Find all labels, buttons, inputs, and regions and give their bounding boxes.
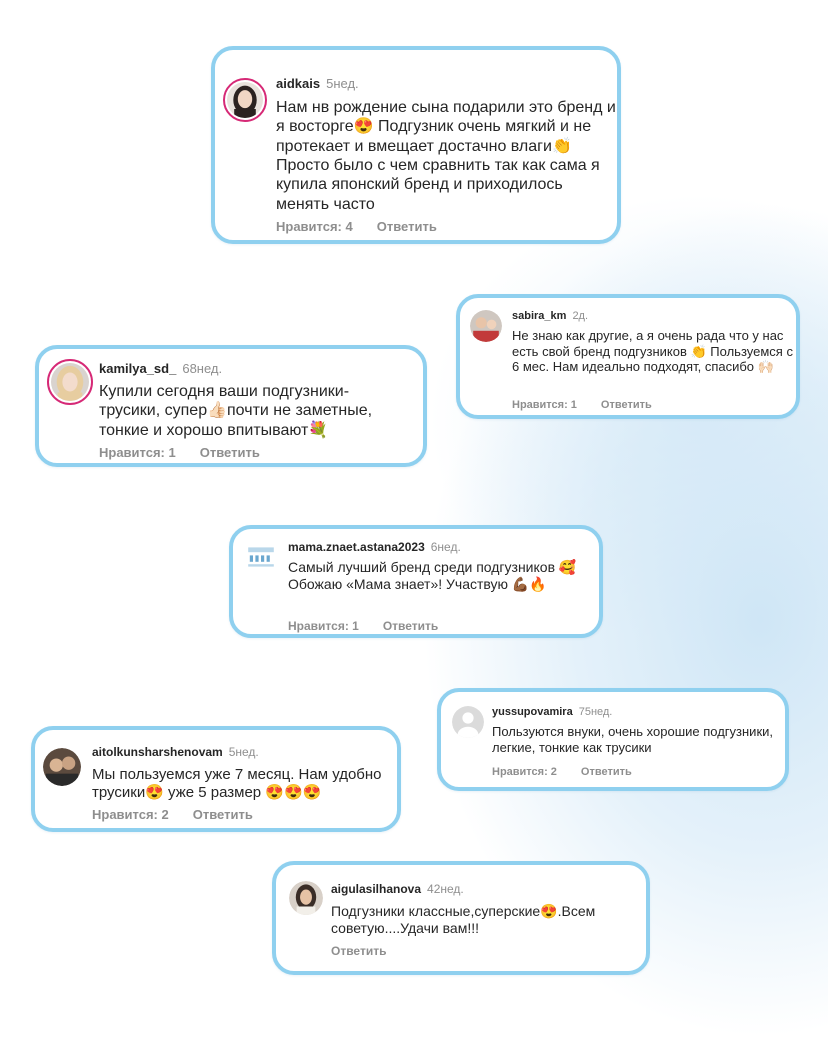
username[interactable]: aidkais bbox=[276, 76, 321, 91]
woman-portrait-icon bbox=[289, 881, 323, 915]
comment-actions bbox=[331, 945, 386, 957]
reply-button[interactable]: Ответить bbox=[331, 944, 387, 958]
username[interactable]: mama.znaet.astana2023 bbox=[288, 540, 425, 554]
reply-button[interactable]: Ответить bbox=[580, 766, 632, 778]
comment-actions bbox=[99, 446, 260, 459]
comment-card-mama-znaet bbox=[229, 525, 603, 638]
default-user-icon bbox=[452, 706, 484, 738]
reply-button[interactable]: Ответить bbox=[199, 445, 260, 460]
comment-header bbox=[512, 311, 588, 322]
username[interactable]: aigulasilhanova bbox=[331, 882, 422, 896]
comment-card-aidkais bbox=[211, 46, 621, 244]
comment-card-sabira-km bbox=[456, 294, 800, 419]
comment-actions bbox=[512, 400, 652, 411]
comment-header bbox=[99, 362, 222, 375]
timestamp: 42нед. bbox=[427, 882, 464, 896]
comment-actions bbox=[276, 220, 437, 233]
reply-button[interactable]: Ответить bbox=[382, 619, 439, 633]
comment-text: Подгузники классные,суперские😍.Всем советую....Удачи вам!!! bbox=[331, 903, 596, 936]
comment-actions bbox=[92, 808, 253, 821]
avatar[interactable] bbox=[43, 748, 81, 786]
username[interactable]: yussupovamira bbox=[492, 706, 573, 718]
blonde-woman-icon bbox=[51, 363, 89, 401]
avatar[interactable] bbox=[223, 78, 267, 122]
username[interactable]: aitolkunsharshenovam bbox=[92, 745, 223, 759]
reply-button[interactable]: Ответить bbox=[600, 399, 652, 411]
likes-count[interactable]: Нравится: 4 bbox=[276, 219, 353, 234]
comment-card-aigulasilhanova bbox=[272, 861, 650, 975]
likes-count[interactable]: Нравится: 2 bbox=[92, 807, 169, 822]
comment-text: Купили сегодня ваши подгузники-трусики, супер👍🏻почти не заметные, тонкие и хорошо впитывают💐 bbox=[99, 383, 373, 439]
couple-photo-icon bbox=[43, 748, 81, 786]
comment-text: Пользуются внуки, очень хорошие подгузники, легкие, тонкие как трусики bbox=[492, 724, 774, 755]
comment-actions bbox=[288, 620, 438, 632]
avatar[interactable] bbox=[470, 310, 502, 342]
timestamp: 5нед. bbox=[228, 745, 259, 759]
family-photo-icon bbox=[470, 310, 502, 342]
comment-text: Мы пользуемся уже 7 месяц. Нам удобно трусики😍 уже 5 размер 😍😍😍 bbox=[92, 766, 382, 802]
username[interactable]: kamilya_sd_ bbox=[99, 361, 177, 376]
likes-count[interactable]: Нравится: 1 bbox=[288, 619, 359, 633]
timestamp: 2д. bbox=[572, 310, 589, 322]
avatar[interactable] bbox=[289, 881, 323, 915]
timestamp: 68нед. bbox=[182, 361, 223, 376]
avatar[interactable] bbox=[47, 359, 93, 405]
woman-portrait-icon bbox=[227, 82, 263, 118]
comment-header bbox=[276, 77, 359, 90]
timestamp: 5нед. bbox=[326, 76, 359, 91]
likes-count[interactable]: Нравится: 1 bbox=[512, 399, 577, 411]
timestamp: 75нед. bbox=[578, 706, 613, 718]
comment-header bbox=[288, 541, 461, 553]
avatar[interactable] bbox=[452, 706, 484, 738]
comment-header bbox=[92, 746, 259, 758]
timestamp: 6нед. bbox=[430, 540, 461, 554]
comment-card-yussupovamira bbox=[437, 688, 789, 791]
likes-count[interactable]: Нравится: 2 bbox=[492, 766, 557, 778]
comment-text: Нам нв рождение сына подарили это бренд и я восторге😍 Подгузник очень мягкий и не протекает и вмещает достачно влаги👏Просто было с чем сравнить так как сама я купила японский бренд и приходилось менять часто bbox=[276, 99, 616, 213]
likes-count[interactable]: Нравится: 1 bbox=[99, 445, 176, 460]
comment-text: Самый лучший бренд среди подгузников 🥰 Обожаю «Мама знает»! Участвую 💪🏾🔥 bbox=[288, 559, 577, 592]
reply-button[interactable]: Ответить bbox=[376, 219, 437, 234]
comment-actions bbox=[492, 767, 632, 778]
avatar[interactable] bbox=[245, 541, 277, 573]
comment-header bbox=[331, 883, 464, 895]
username[interactable]: sabira_km bbox=[512, 310, 567, 322]
reply-button[interactable]: Ответить bbox=[192, 807, 253, 822]
brand-logo-icon bbox=[245, 541, 277, 573]
comment-header bbox=[492, 707, 612, 718]
comment-text: Не знаю как другие, а я очень рада что у нас есть свой бренд подгузников 👏 Пользуемся с 6 мес. Нам идеально подходят, спасибо 🙌🏻 bbox=[512, 328, 793, 375]
comment-card-aitolkunsharshenovam bbox=[31, 726, 401, 832]
comment-card-kamilya-sd bbox=[35, 345, 427, 467]
